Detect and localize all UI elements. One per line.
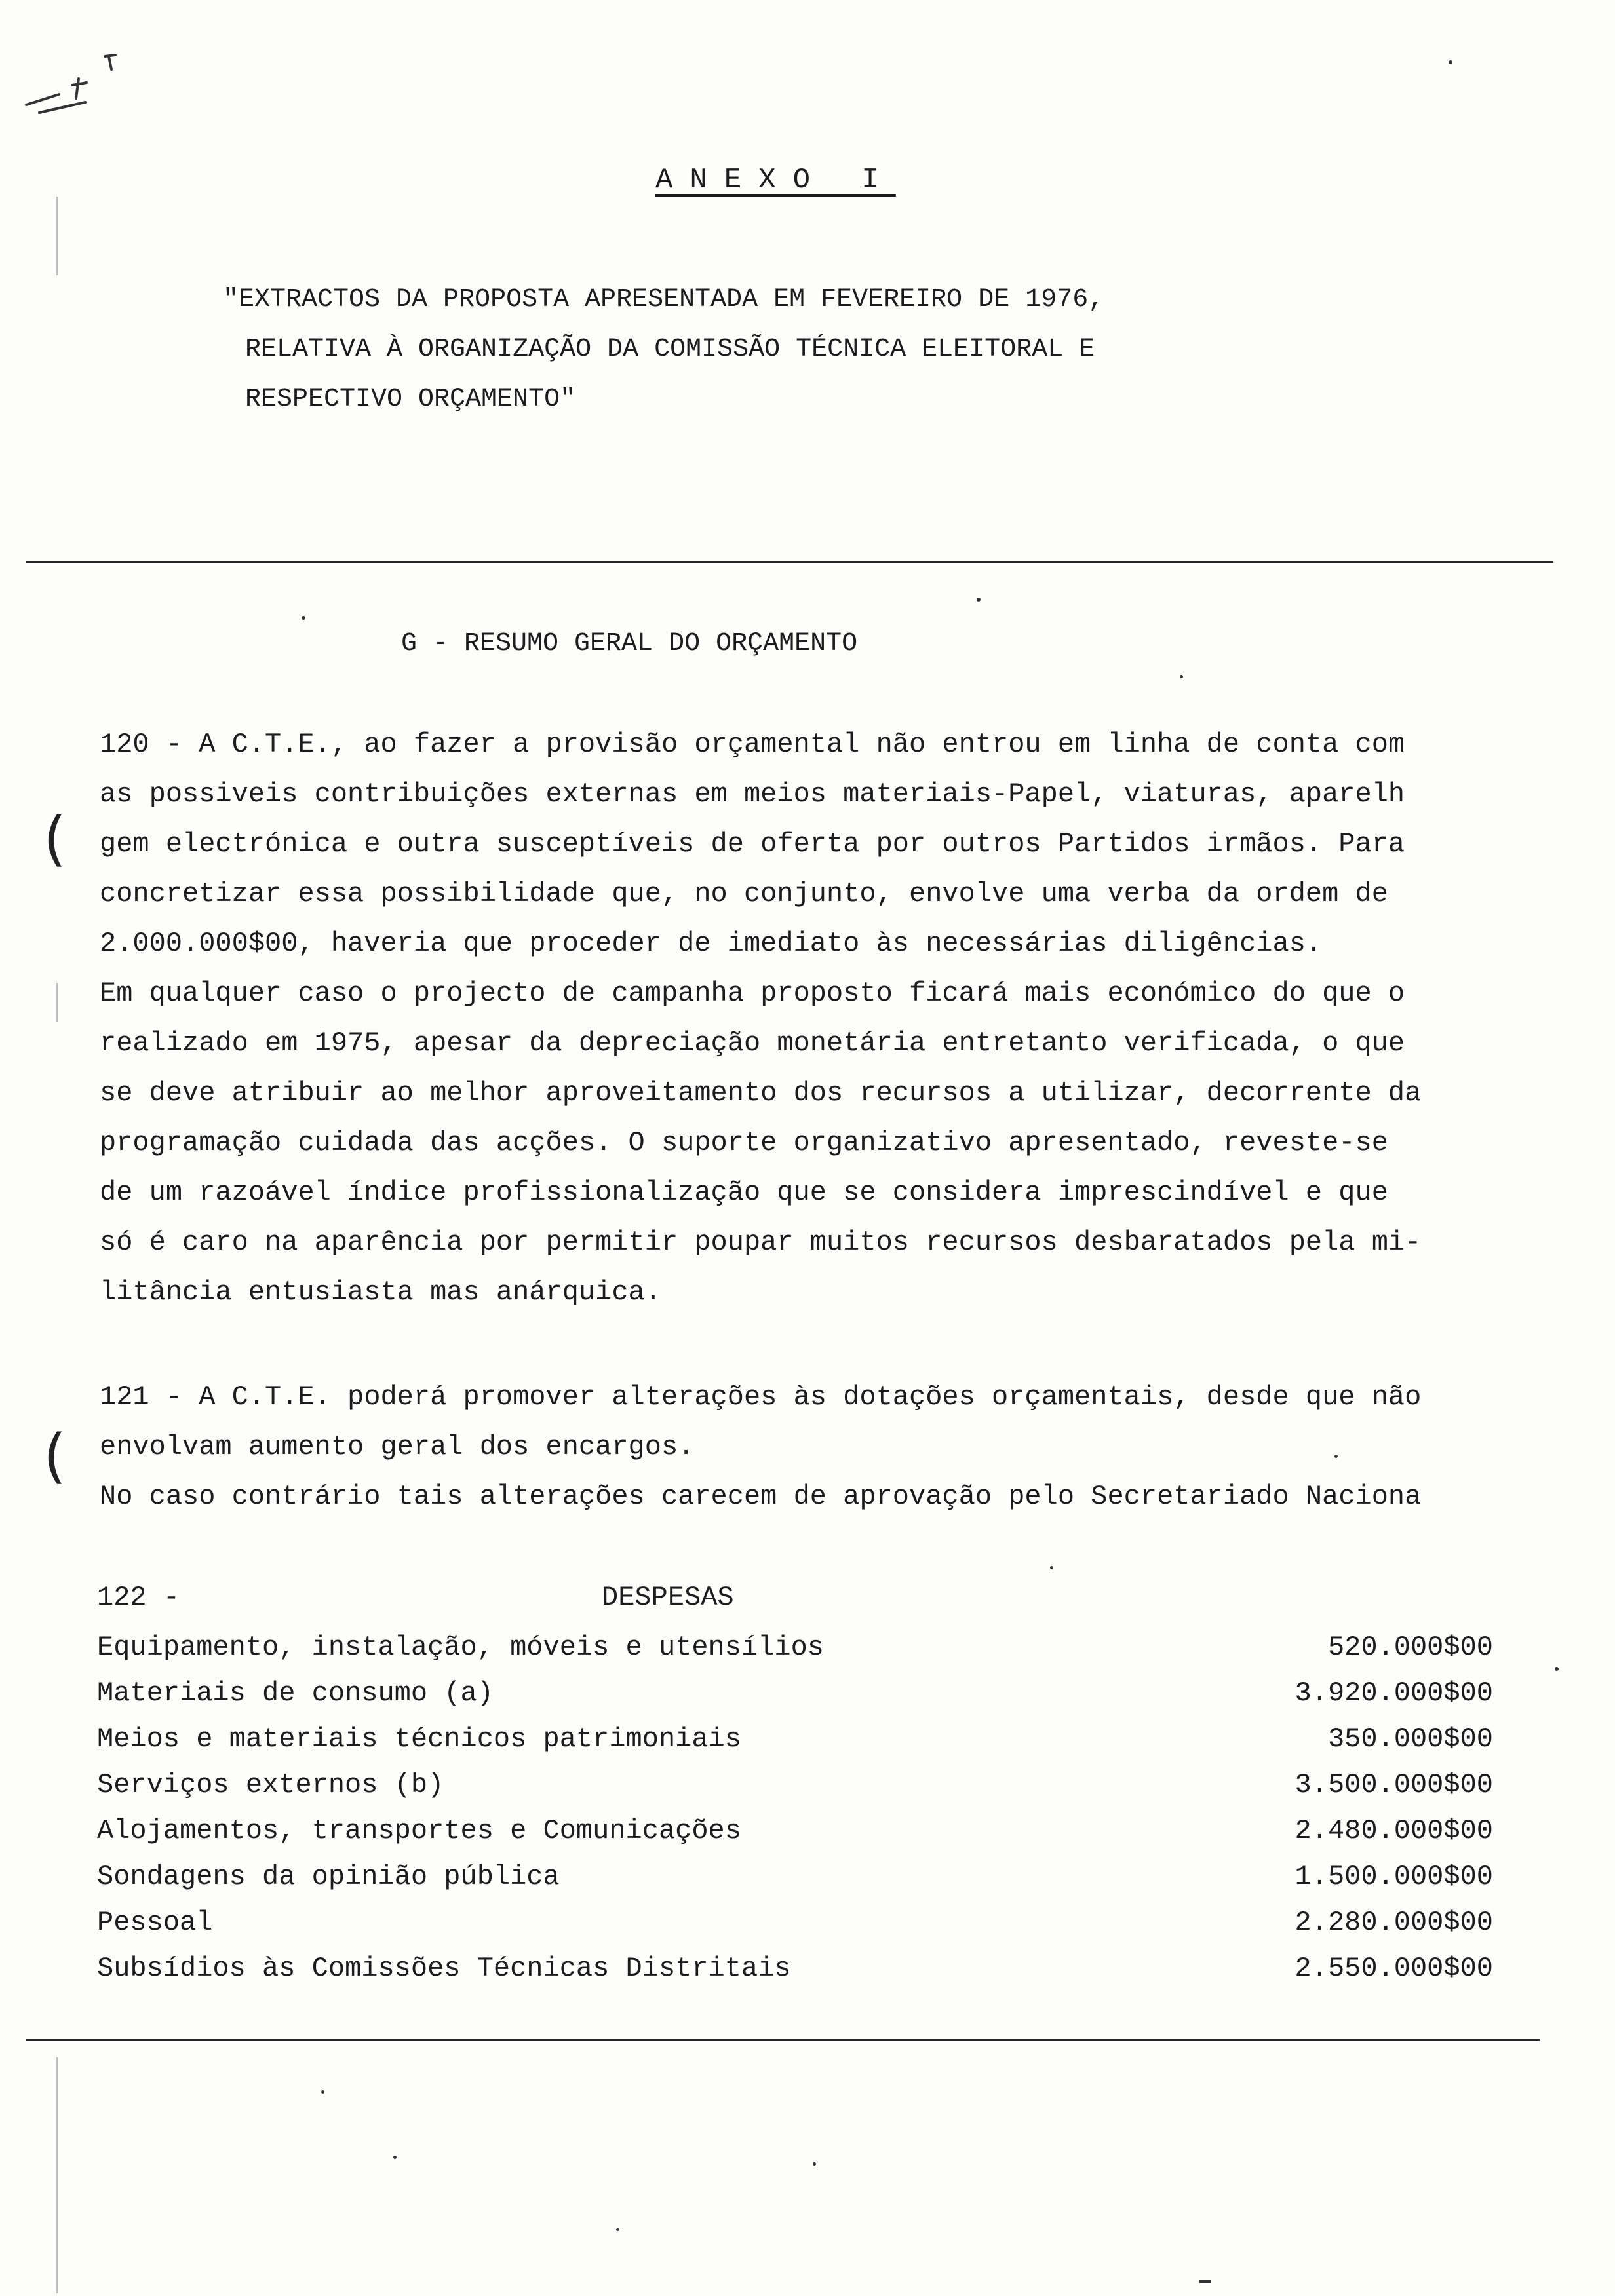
paragraph-line: só é caro na aparência por permitir poupar muitos recursos desbaratados pela mi- [100,1227,1422,1258]
expense-row [97,1953,1493,1999]
expense-amount: 3.500.000$00 [1294,1769,1493,1801]
expense-row [97,1815,1493,1861]
scan-speck [302,616,305,620]
scan-edge-mark [56,2057,58,2293]
scan-edge-mark [56,197,58,275]
scan-speck [1199,2280,1211,2283]
paragraph-line: 2.000.000$00, haveria que proceder de imediato às necessárias diligências. [100,928,1323,959]
scan-speck [1180,675,1183,678]
paragraph-line: Em qualquer caso o projecto de campanha proposto ficará mais económico do que o [100,978,1405,1009]
expense-amount: 520.000$00 [1327,1632,1493,1663]
expense-amount: 350.000$00 [1327,1723,1493,1755]
expense-label: Equipamento, instalação, móveis e utensílios [97,1632,824,1663]
paragraph-line: No caso contrário tais alterações carecem de aprovação pelo Secretariado Naciona [100,1481,1422,1512]
horizontal-rule [26,561,1553,563]
expense-amount: 2.280.000$00 [1294,1907,1493,1938]
margin-bracket-mark: ( [43,805,67,873]
expense-row [97,1769,1493,1815]
expenses-title: DESPESAS [602,1582,734,1613]
handwritten-scribble [13,26,131,124]
horizontal-rule [26,2039,1540,2041]
paragraph-line: realizado em 1975, apesar da depreciação monetária entretanto verificada, o que [100,1027,1405,1059]
expense-amount: 3.920.000$00 [1294,1677,1493,1709]
expenses-header [97,1582,1539,1628]
paragraph-line: concretizar essa possibilidade que, no conjunto, envolve uma verba da ordem de [100,878,1388,909]
expense-row [97,1723,1493,1769]
expense-label: Materiais de consumo (a) [97,1677,494,1709]
scan-speck [1555,1667,1559,1671]
paragraph-line: de um razoável índice profissionalização que se considera imprescindível e que [100,1177,1388,1208]
quoted-heading [223,275,1403,425]
expenses-table [97,1632,1493,1999]
expense-amount: 2.480.000$00 [1294,1815,1493,1846]
paragraph-line: envolvam aumento geral dos encargos. [100,1431,695,1463]
expense-label: Alojamentos, transportes e Comunicações [97,1815,741,1846]
paragraph-line: as possiveis contribuições externas em meios materiais-Papel, viaturas, aparelh [100,778,1405,810]
paragraph-line: litância entusiasta mas anárquica. [100,1276,661,1308]
section-title: G - RESUMO GERAL DO ORÇAMENTO [401,629,858,659]
expense-amount: 2.550.000$00 [1294,1953,1493,1984]
scan-speck [813,2162,816,2166]
expenses-item-number: 122 - [97,1582,180,1613]
scan-edge-mark [56,983,58,1022]
scan-speck [1050,1566,1053,1569]
quoted-heading-line: RELATIVA À ORGANIZAÇÃO DA COMISSÃO TÉCNICA ELEITORAL E [245,335,1095,364]
quoted-heading-line: "EXTRACTOS DA PROPOSTA APRESENTADA EM FEVEREIRO DE 1976, [223,285,1104,315]
expense-amount: 1.500.000$00 [1294,1861,1493,1892]
paragraph-line: se deve atribuir ao melhor aproveitamento dos recursos a utilizar, decorrente da [100,1077,1422,1109]
margin-bracket-mark: ( [43,1422,67,1491]
paragraph-line: 120 - A C.T.E., ao fazer a provisão orçamental não entrou em linha de conta com [100,729,1405,760]
expense-row [97,1677,1493,1723]
expense-label: Subsídios às Comissões Técnicas Distritais [97,1953,791,1984]
scan-speck [1449,60,1452,64]
expense-label: Sondagens da opinião pública [97,1861,560,1892]
expense-label: Meios e materiais técnicos patrimoniais [97,1723,741,1755]
annex-title: ANEXO I [655,164,896,197]
scan-speck [616,2228,619,2231]
scan-speck [977,598,981,602]
scan-speck [393,2156,397,2159]
expense-row [97,1861,1493,1907]
expense-label: Serviços externos (b) [97,1769,444,1801]
paragraph-120 [100,719,1561,1317]
scan-speck [321,2090,324,2094]
expense-row [97,1632,1493,1677]
scan-speck [1334,1455,1338,1458]
paragraph-line: 121 - A C.T.E. poderá promover alterações às dotações orçamentais, desde que não [100,1381,1422,1413]
expense-label: Pessoal [97,1907,213,1938]
paragraph-121 [100,1372,1561,1521]
paragraph-line: programação cuidada das acções. O suporte organizativo apresentado, reveste-se [100,1127,1388,1158]
expense-row [97,1907,1493,1953]
paragraph-line: gem electrónica e outra susceptíveis de oferta por outros Partidos irmãos. Para [100,828,1405,860]
quoted-heading-line: RESPECTIVO ORÇAMENTO" [245,385,576,414]
